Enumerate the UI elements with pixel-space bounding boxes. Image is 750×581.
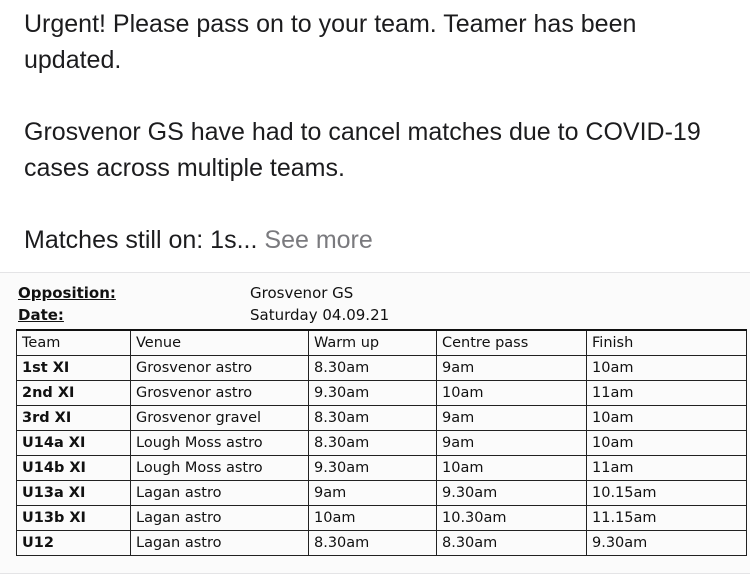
team-cell: 2nd XI [17,381,131,406]
table-cell: 8.30am [309,531,437,556]
team-cell: U12 [17,531,131,556]
table-cell: 8.30am [309,406,437,431]
table-cell: Grosvenor astro [131,356,309,381]
post-paragraph-truncated [24,222,724,258]
table-cell: Grosvenor gravel [131,406,309,431]
table-cell: 9.30am [587,531,747,556]
table-cell: 9am [437,431,587,456]
team-cell: U14b XI [17,456,131,481]
table-cell: 11am [587,381,747,406]
divider [0,573,750,574]
table-row [17,356,747,381]
date-label: Date: [18,306,64,324]
table-cell: Lagan astro [131,506,309,531]
team-cell: U13a XI [17,481,131,506]
table-row [17,381,747,406]
table-row [17,456,747,481]
table-cell: 10am [309,506,437,531]
table-row [17,531,747,556]
team-cell: 1st XI [17,356,131,381]
opposition-label: Opposition: [18,284,116,302]
team-cell: U14a XI [17,431,131,456]
date-value: Saturday 04.09.21 [250,306,390,324]
team-cell: U13b XI [17,506,131,531]
column-header: Venue [131,330,309,356]
table-cell: Lagan astro [131,531,309,556]
attached-image[interactable] [0,273,750,573]
table-row [17,481,747,506]
see-more-link[interactable]: See more [264,226,373,254]
post-body [24,6,724,258]
column-header: Finish [587,330,747,356]
column-header: Team [17,330,131,356]
table-cell: 10.30am [437,506,587,531]
table-cell: 11.15am [587,506,747,531]
table-cell: Lough Moss astro [131,456,309,481]
table-cell: 10am [587,431,747,456]
table-row [17,431,747,456]
table-cell: 9am [309,481,437,506]
table-cell: 9am [437,406,587,431]
table-header-row [17,330,747,356]
table-cell: 10.15am [587,481,747,506]
table-cell: 10am [587,406,747,431]
team-cell: 3rd XI [17,406,131,431]
post-paragraph-text: Matches still on: 1s... [24,226,258,254]
table-cell: 9am [437,356,587,381]
fixtures-table [16,329,747,556]
table-cell: 10am [587,356,747,381]
column-header: Centre pass [437,330,587,356]
table-cell: 11am [587,456,747,481]
table-body [17,356,747,556]
table-row [17,506,747,531]
table-cell: Lough Moss astro [131,431,309,456]
table-cell: Lagan astro [131,481,309,506]
table-cell: 9.30am [309,381,437,406]
table-cell: 9.30am [309,456,437,481]
table-row [17,406,747,431]
post-paragraph: Urgent! Please pass on to your team. Teamer has been updated. [24,10,637,74]
table-cell: 10am [437,381,587,406]
table-cell: Grosvenor astro [131,381,309,406]
table-cell: 8.30am [309,356,437,381]
table-cell: 9.30am [437,481,587,506]
opposition-value: Grosvenor GS [250,284,354,302]
table-cell: 8.30am [437,531,587,556]
table-cell: 10am [437,456,587,481]
column-header: Warm up [309,330,437,356]
table-cell: 8.30am [309,431,437,456]
post-paragraph: Grosvenor GS have had to cancel matches due to COVID-19 cases across multiple teams. [24,118,701,182]
